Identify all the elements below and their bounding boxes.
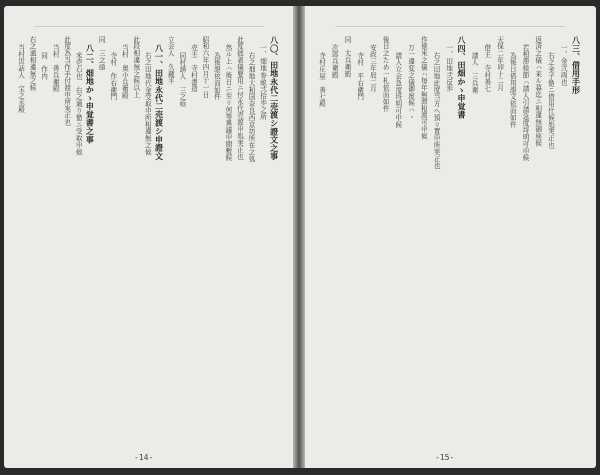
text-column: 昭和六年四月十一日 [200,36,209,99]
text-column: 当村 奥小兵衛殿 [120,44,129,100]
text-column: 作徳米之儀ハ毎年無滞相渡可申候 [419,36,428,140]
text-column: 当村 善兵衛殿 [51,44,60,93]
text-column: 一、田地弐反歩 [444,44,453,93]
header-rule [34,26,264,27]
text-column: 請人立会急度埒明可申候 [393,52,402,128]
text-column: 此段相違無之候以上 [131,36,140,99]
text-column: 同 太兵衛殿 [343,36,351,78]
text-column: 一、畑地参畝弐拾歩之所 [258,44,267,120]
text-column: 同村請人 三之亟 [177,52,186,108]
section-heading: 八二、畑地かゝ申覚書之事 [85,44,96,144]
text-column: 米壱石也 右之通り慥ニ受取申候 [74,52,83,156]
page-number-left: -14- [134,453,154,462]
section-heading: 八一、田地永代二売渡シ申證文 [154,44,165,161]
text-column: 右之田地此度当方へ預リ置申所実正也 [432,52,440,170]
text-column: 一、金弐両也 [559,44,568,86]
text-column: 右之田地代金受取申所相違無之候 [143,52,152,156]
section-heading: 八三、借用手形 [571,36,582,95]
text-column: 返済之儀ハ来ル暮迄ニ相違無御座候 [533,36,542,147]
right-page [305,6,596,468]
text-column: 寺村庄屋 善七殿 [317,52,326,108]
text-column: 右之畑地大和国奈良西京坊所在之処 [247,52,255,163]
text-column: 右之金子慥ニ借用仕候処実正也 [546,52,555,149]
text-column: 為後日借用證文依而如件 [508,52,517,128]
text-column: 然ル上ハ後日ニ至リ何等異議申間敷候 [223,44,232,162]
text-column: 立会人 久蔵平 [166,36,175,85]
text-column: 請人 三兵衛 [470,52,479,94]
text-column: 為後證依而如件 [212,52,221,101]
left-page [4,6,293,468]
text-column: 同 三之亟 [97,36,106,71]
section-heading: 八四、田畑かゝ申覚書 [457,36,468,119]
header-rule [335,26,565,27]
book-gutter [293,6,305,468]
text-column: 万一違変之儀御座候ハゝ [406,44,415,120]
text-column: 若相滞候節ハ請人引請急度埒明可申候 [521,44,529,162]
text-column: 次郎兵衛殿 [330,44,339,79]
page-number-right: -15- [435,453,455,462]
text-column: 売主 寺村書造 [189,44,198,93]
text-column: 寺村 平右衛門 [355,52,364,101]
text-column: 此度拙者儀要用ニ付永代売渡申処実正也 [235,36,244,161]
text-column: 寺村 作右衛門 [108,52,117,101]
text-column: 当村世話人 宝之丞殿 [16,44,25,113]
text-column: 此度為当作手付渡申所実正也 [62,36,71,126]
text-column: 借主 寺村善七 [482,44,491,93]
text-column: 右之通相違無之候 [28,36,37,92]
text-column: 同 作内 [39,52,48,80]
text-column: 安政三年辰二月 [368,44,377,93]
text-column: 後日之ため一札依而如件 [381,36,390,112]
text-column: 天保二年卯十二月 [495,36,504,92]
section-heading: 八〇、田地永代二売渡シ證文之事 [269,36,280,161]
